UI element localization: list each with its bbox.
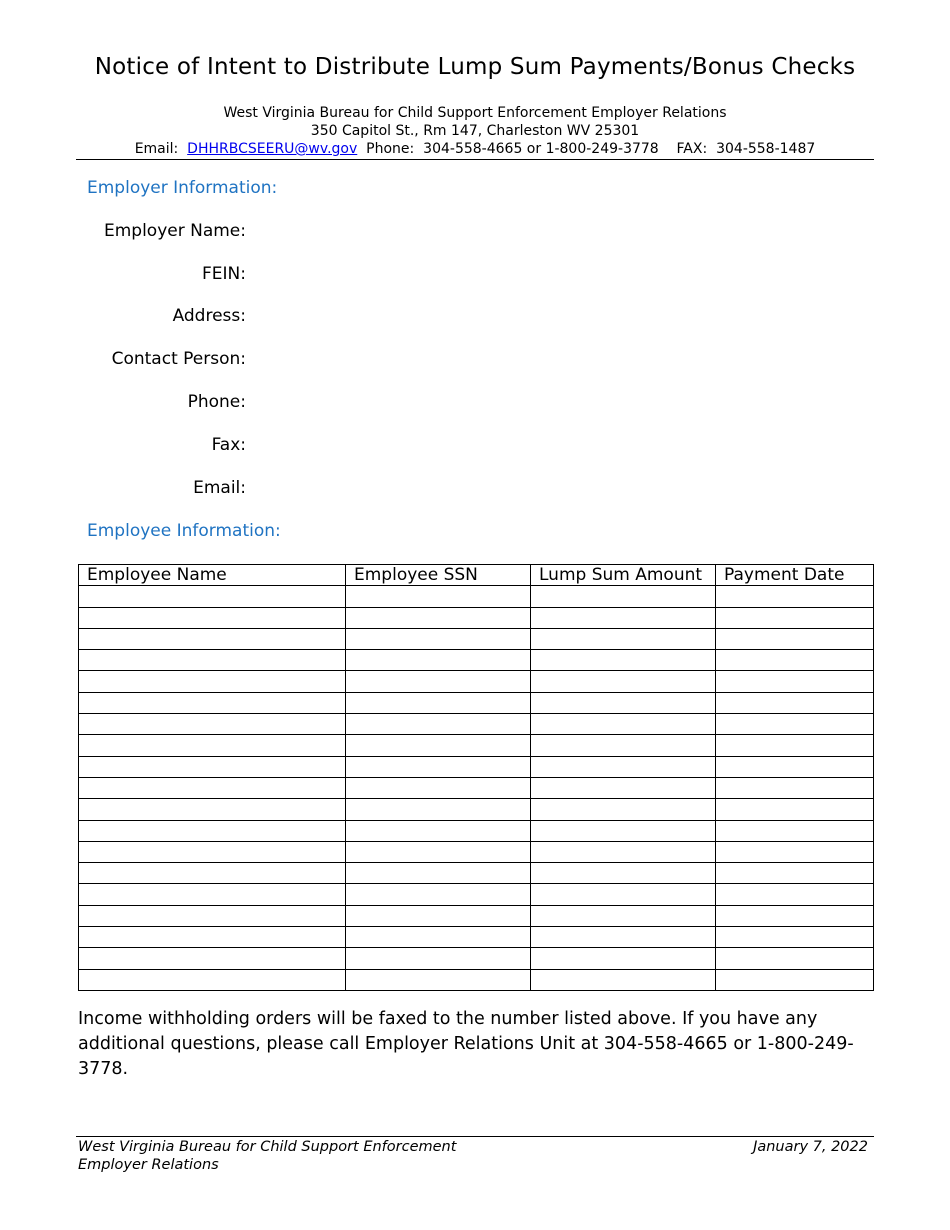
cell-lump-sum-amount[interactable] [531, 841, 716, 862]
cell-payment-date[interactable] [716, 969, 874, 990]
cell-lump-sum-amount[interactable] [531, 586, 716, 607]
fax-value: 304-558-1487 [716, 141, 816, 157]
cell-employee-name[interactable] [79, 820, 346, 841]
table-row [79, 756, 874, 777]
cell-employee-name[interactable] [79, 948, 346, 969]
cell-payment-date[interactable] [716, 927, 874, 948]
cell-lump-sum-amount[interactable] [531, 650, 716, 671]
cell-employee-ssn[interactable] [346, 756, 531, 777]
phone-label: Phone: [366, 141, 415, 157]
cell-payment-date[interactable] [716, 948, 874, 969]
page-title: Notice of Intent to Distribute Lump Sum Payments/Bonus Checks [94, 54, 856, 80]
address-label: Address: [172, 306, 246, 326]
table-header-row [79, 565, 874, 586]
column-header-lump-sum-amount: Lump Sum Amount [531, 565, 716, 586]
fax-label: FAX: [676, 141, 708, 157]
footer-org-line1: West Virginia Bureau for Child Support Enforcement [78, 1139, 457, 1155]
footer-org [78, 1138, 456, 1174]
cell-employee-ssn[interactable] [346, 777, 531, 798]
cell-lump-sum-amount[interactable] [531, 607, 716, 628]
cell-payment-date[interactable] [716, 671, 874, 692]
cell-employee-ssn[interactable] [346, 969, 531, 990]
column-header-employee-ssn: Employee SSN [346, 565, 531, 586]
cell-lump-sum-amount[interactable] [531, 948, 716, 969]
cell-lump-sum-amount[interactable] [531, 905, 716, 926]
cell-payment-date[interactable] [716, 884, 874, 905]
phone-value: 304-558-4665 or 1-800-249-3778 [423, 141, 659, 157]
header-org: West Virginia Bureau for Child Support Enforcement Employer Relations [223, 105, 727, 121]
cell-payment-date[interactable] [716, 820, 874, 841]
cell-employee-name[interactable] [79, 671, 346, 692]
cell-employee-name[interactable] [79, 735, 346, 756]
table-row [79, 820, 874, 841]
table-row [79, 607, 874, 628]
cell-employee-ssn[interactable] [346, 671, 531, 692]
header-divider [76, 159, 874, 160]
cell-employee-ssn[interactable] [346, 799, 531, 820]
cell-payment-date[interactable] [716, 692, 874, 713]
cell-lump-sum-amount[interactable] [531, 756, 716, 777]
table-row [79, 586, 874, 607]
phone-field-label: Phone: [187, 392, 246, 412]
cell-employee-ssn[interactable] [346, 884, 531, 905]
cell-lump-sum-amount[interactable] [531, 927, 716, 948]
cell-employee-name[interactable] [79, 777, 346, 798]
cell-employee-name[interactable] [79, 714, 346, 735]
cell-employee-name[interactable] [79, 756, 346, 777]
table-row [79, 671, 874, 692]
table-row [79, 714, 874, 735]
cell-payment-date[interactable] [716, 841, 874, 862]
cell-employee-ssn[interactable] [346, 650, 531, 671]
cell-employee-ssn[interactable] [346, 586, 531, 607]
cell-lump-sum-amount[interactable] [531, 820, 716, 841]
employer-section-title: Employer Information: [87, 178, 278, 198]
email-link[interactable]: DHHRBCSEERU@wv.gov [187, 141, 358, 157]
cell-payment-date[interactable] [716, 628, 874, 649]
employer-name-label: Employer Name: [103, 221, 246, 241]
footer-org-line2: Employer Relations [78, 1157, 219, 1173]
cell-lump-sum-amount[interactable] [531, 799, 716, 820]
table-row [79, 863, 874, 884]
table-row [79, 650, 874, 671]
contact-person-label: Contact Person: [111, 349, 246, 369]
cell-payment-date[interactable] [716, 735, 874, 756]
cell-employee-name[interactable] [79, 628, 346, 649]
cell-lump-sum-amount[interactable] [531, 692, 716, 713]
cell-employee-ssn[interactable] [346, 735, 531, 756]
cell-employee-ssn[interactable] [346, 948, 531, 969]
table-row [79, 884, 874, 905]
cell-employee-name[interactable] [79, 927, 346, 948]
cell-payment-date[interactable] [716, 607, 874, 628]
cell-lump-sum-amount[interactable] [531, 777, 716, 798]
cell-payment-date[interactable] [716, 586, 874, 607]
cell-employee-ssn[interactable] [346, 607, 531, 628]
column-header-employee-name: Employee Name [79, 565, 346, 586]
cell-employee-ssn[interactable] [346, 820, 531, 841]
cell-payment-date[interactable] [716, 650, 874, 671]
cell-employee-name[interactable] [79, 586, 346, 607]
table-row [79, 969, 874, 990]
employee-section-title: Employee Information: [87, 521, 281, 541]
cell-employee-name[interactable] [79, 799, 346, 820]
cell-lump-sum-amount[interactable] [531, 628, 716, 649]
cell-lump-sum-amount[interactable] [531, 863, 716, 884]
table-row [79, 628, 874, 649]
cell-lump-sum-amount[interactable] [531, 714, 716, 735]
table-row [79, 905, 874, 926]
employee-table [78, 564, 874, 991]
footer-date: January 7, 2022 [753, 1139, 868, 1155]
cell-lump-sum-amount[interactable] [531, 735, 716, 756]
header-contact-line [0, 140, 950, 158]
cell-lump-sum-amount[interactable] [531, 671, 716, 692]
header-address: 350 Capitol St., Rm 147, Charleston WV 25301 [310, 123, 640, 139]
email-label: Email: [134, 141, 179, 157]
table-row [79, 777, 874, 798]
table-row [79, 841, 874, 862]
cell-employee-name[interactable] [79, 650, 346, 671]
cell-payment-date[interactable] [716, 756, 874, 777]
cell-payment-date[interactable] [716, 863, 874, 884]
fax-field-label: Fax: [211, 435, 246, 455]
cell-employee-name[interactable] [79, 863, 346, 884]
table-row [79, 735, 874, 756]
cell-employee-ssn[interactable] [346, 841, 531, 862]
cell-employee-ssn[interactable] [346, 714, 531, 735]
cell-employee-ssn[interactable] [346, 692, 531, 713]
cell-employee-name[interactable] [79, 905, 346, 926]
cell-lump-sum-amount[interactable] [531, 884, 716, 905]
cell-employee-name[interactable] [79, 969, 346, 990]
cell-employee-name[interactable] [79, 607, 346, 628]
cell-employee-name[interactable] [79, 692, 346, 713]
footer-divider [76, 1136, 874, 1137]
cell-employee-name[interactable] [79, 884, 346, 905]
cell-lump-sum-amount[interactable] [531, 969, 716, 990]
cell-employee-ssn[interactable] [346, 628, 531, 649]
cell-payment-date[interactable] [716, 905, 874, 926]
fein-label: FEIN: [202, 264, 246, 284]
cell-payment-date[interactable] [716, 777, 874, 798]
cell-employee-ssn[interactable] [346, 927, 531, 948]
cell-employee-ssn[interactable] [346, 863, 531, 884]
column-header-payment-date: Payment Date [716, 565, 874, 586]
table-row [79, 927, 874, 948]
cell-payment-date[interactable] [716, 799, 874, 820]
withholding-note: Income withholding orders will be faxed to the number listed above. If you have any additional questions, please call Employer Relations Unit at 304-558-4665 or 1-800-249-3778. [78, 1009, 854, 1079]
table-row [79, 799, 874, 820]
cell-employee-name[interactable] [79, 841, 346, 862]
cell-employee-ssn[interactable] [346, 905, 531, 926]
cell-payment-date[interactable] [716, 714, 874, 735]
email-field-label: Email: [193, 478, 246, 498]
table-row [79, 948, 874, 969]
table-row [79, 692, 874, 713]
